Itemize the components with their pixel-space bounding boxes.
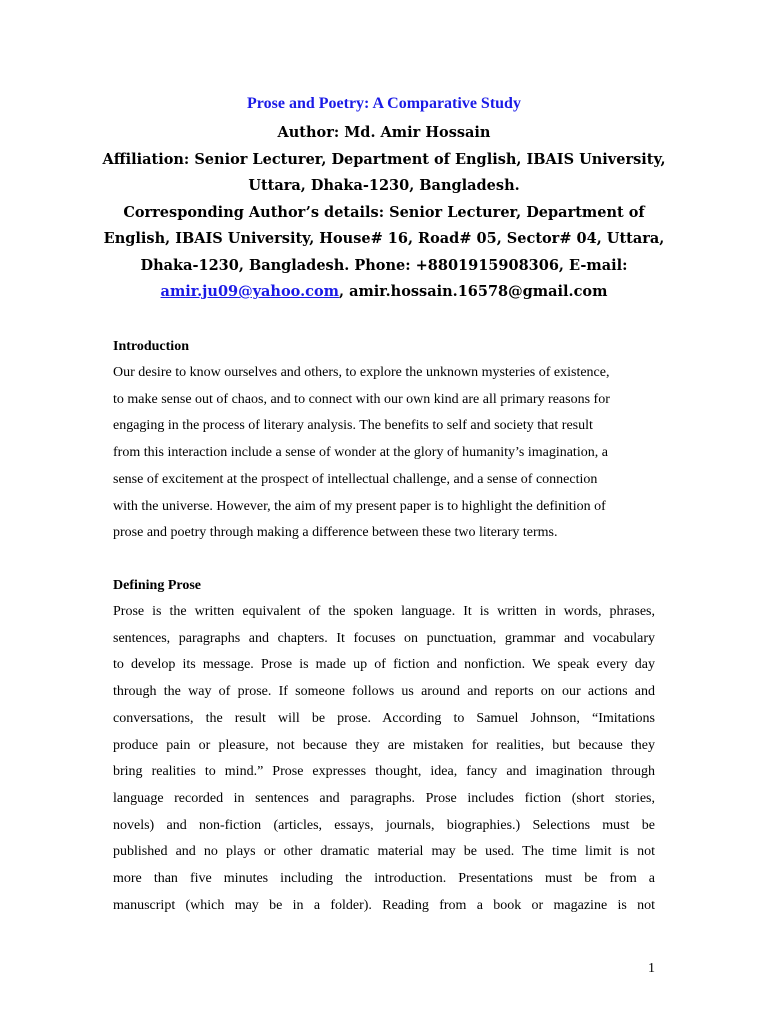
paragraph-line: novels) and non-fiction (articles, essays, journals, biographies.) Selections must be [113, 817, 655, 833]
affiliation-line: Uttara, Dhaka-1230, Bangladesh. [248, 177, 520, 194]
paragraph-line: Prose is the written equivalent of the spoken language. It is written in words, phrases, [113, 604, 655, 619]
section-heading-defining-prose: Defining Prose [113, 578, 202, 593]
paper-header [100, 92, 668, 306]
defining-prose-section [113, 577, 655, 919]
paragraph-line: published and no plays or other dramatic material may be used. The time limit is not [113, 844, 655, 860]
introduction-paragraph [113, 360, 655, 547]
paragraph-line: prose and poetry through making a difference between these two literary terms. [113, 525, 558, 541]
section-heading-introduction: Introduction [113, 339, 189, 354]
paragraph-line: from this interaction include a sense of wonder at the glory of humanity’s imagination, a [113, 445, 608, 461]
paragraph-line: engaging in the process of literary analysis. The benefits to self and society that result [113, 418, 593, 434]
paragraph-line: conversations, the result will be prose. According to Samuel Johnson, “Imitations [113, 710, 655, 726]
paragraph-line: language recorded in sentences and paragraphs. Prose includes fiction (short stories, [113, 790, 655, 806]
paragraph-line: more than five minutes including the introduction. Presentations must be from a [113, 871, 655, 887]
paragraph-line: to make sense out of chaos, and to connect with our own kind are all primary reasons for [113, 391, 610, 407]
author-line: Author: Md. Amir Hossain [277, 124, 491, 141]
paragraph-line: bring realities to mind.” Prose expresses thought, idea, fancy and imagination through [113, 764, 655, 780]
paragraph-line: with the universe. However, the aim of my present paper is to highlight the definition of [113, 498, 606, 514]
email-secondary: , amir.hossain.16578@gmail.com [338, 283, 608, 300]
paragraph-line: sentences, paragraphs and chapters. It focuses on punctuation, grammar and vocabulary [113, 630, 655, 646]
paragraph-line: sense of excitement at the prospect of intellectual challenge, and a sense of connection [113, 471, 598, 487]
email-line [100, 279, 668, 306]
paragraph-line: Our desire to know ourselves and others, to explore the unknown mysteries of existence, [113, 365, 610, 380]
defining-prose-paragraph [113, 599, 655, 919]
paragraph-line: manuscript (which may be in a folder). Reading from a book or magazine is not [113, 897, 655, 913]
corresponding-author-line: Dhaka-1230, Bangladesh. Phone: +8801915908306, E-mail: [140, 256, 628, 274]
paragraph-line: through the way of prose. If someone follows us around and reports on our actions and [113, 684, 655, 700]
email-link[interactable]: amir.ju09@yahoo.com [160, 283, 339, 300]
page-number: 1 [648, 961, 655, 976]
paper-title: Prose and Poetry: A Comparative Study [247, 95, 521, 112]
corresponding-author-line: Corresponding Author’s details: Senior Lecturer, Department of [123, 203, 645, 221]
introduction-section [113, 338, 655, 547]
paragraph-line: produce pain or pleasure, not because they are mistaken for realities, but because they [113, 737, 655, 753]
corresponding-author-line: English, IBAIS University, House# 16, Road# 05, Sector# 04, Uttara, [103, 230, 665, 247]
affiliation-line: Affiliation: Senior Lecturer, Department of English, IBAIS University, [102, 150, 666, 168]
paragraph-line: to develop its message. Prose is made up of fiction and nonfiction. We speak every day [113, 657, 655, 673]
